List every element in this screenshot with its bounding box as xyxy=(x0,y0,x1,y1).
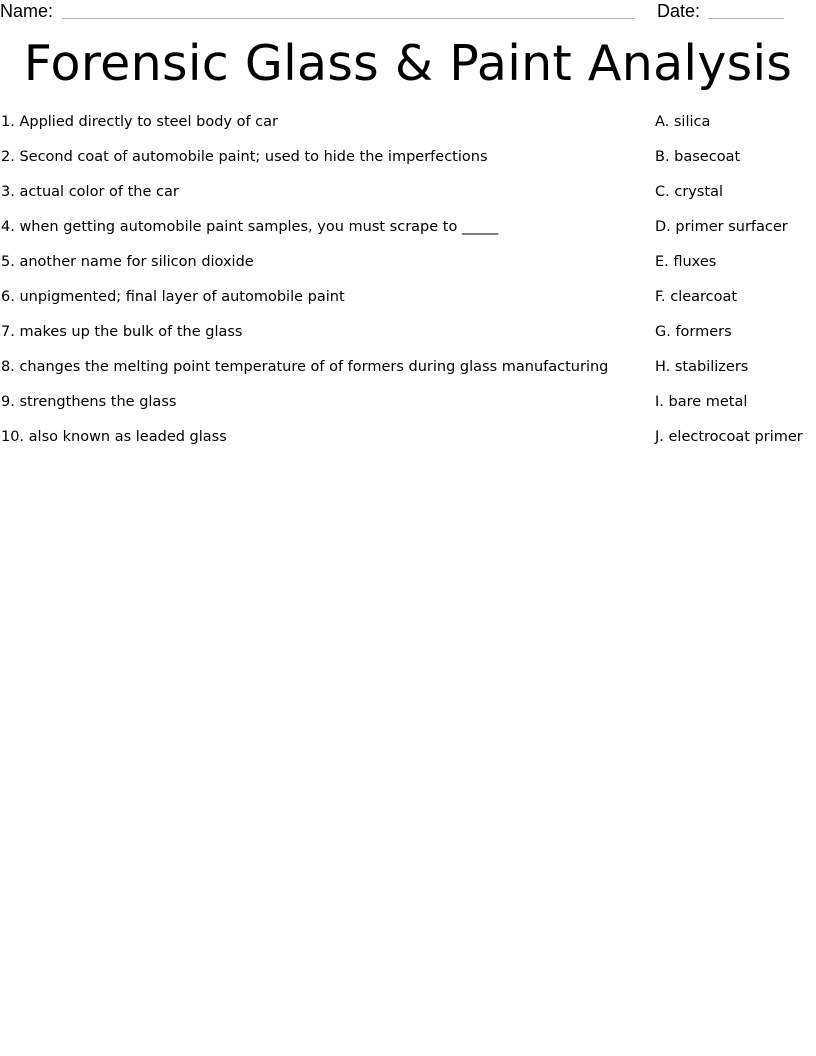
clue-item: 10. also known as leaded glass xyxy=(1,428,227,445)
header xyxy=(0,0,816,24)
answer-item: J. electrocoat primer xyxy=(655,428,803,445)
answer-item: A. silica xyxy=(655,114,711,130)
name-label: Name: xyxy=(0,1,54,21)
clue-item: 6. unpigmented; final layer of automobile paint xyxy=(1,289,345,305)
answer-item: D. primer surfacer xyxy=(655,219,788,235)
date-blank-line[interactable] xyxy=(708,18,784,19)
clue-item: 2. Second coat of automobile paint; used to hide the imperfections xyxy=(1,149,488,165)
name-blank-line[interactable] xyxy=(62,18,635,19)
clue-item: 3. actual color of the car xyxy=(1,184,179,200)
answer-item: G. formers xyxy=(655,324,732,340)
answer-item: B. basecoat xyxy=(655,149,741,165)
clue-item: 9. strengthens the glass xyxy=(1,394,177,410)
clue-item: 4. when getting automobile paint samples, you must scrape to _____ xyxy=(1,219,499,235)
clue-list xyxy=(1,112,641,461)
answer-item: H. stabilizers xyxy=(655,359,749,375)
answer-item: F. clearcoat xyxy=(655,289,738,305)
answer-item: E. fluxes xyxy=(655,254,717,270)
answer-list xyxy=(655,112,816,461)
answer-item: C. crystal xyxy=(655,184,724,200)
clue-item: 8. changes the melting point temperature of of formers during glass manufacturing xyxy=(1,359,609,375)
clue-item: 5. another name for silicon dioxide xyxy=(1,254,254,270)
worksheet-title: Forensic Glass & Paint Analysis xyxy=(23,35,793,92)
clue-item: 7. makes up the bulk of the glass xyxy=(1,324,243,340)
clue-item: 1. Applied directly to steel body of car xyxy=(1,114,278,130)
answer-item: I. bare metal xyxy=(655,394,748,410)
date-label: Date: xyxy=(657,1,701,21)
